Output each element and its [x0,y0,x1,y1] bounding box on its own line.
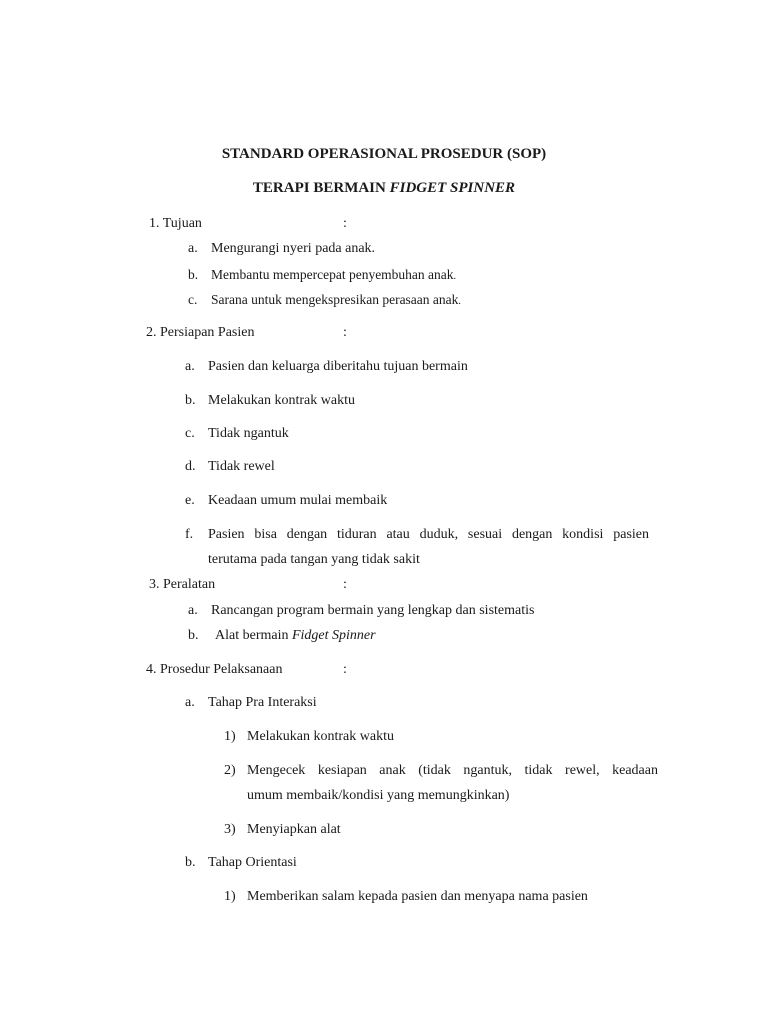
list-item: Melakukan kontrak waktu [208,393,355,408]
list-item: Tidak ngantuk [208,426,289,441]
list-marker: d. [185,459,196,474]
list-item [215,629,376,643]
section-colon: : [343,577,347,592]
list-item: Keadaan umum mulai membaik [208,493,388,508]
section-colon: : [343,216,347,231]
sublist-marker: 1) [224,889,236,904]
section-heading-prosedur: 4. Prosedur Pelaksanaan [146,662,283,677]
list-item [211,293,461,307]
section-heading-persiapan: 2. Persiapan Pasien [146,325,255,340]
document-title: STANDARD OPERASIONAL PROSEDUR (SOP) [221,146,547,162]
list-marker: a. [185,359,195,374]
list-item: Tahap Pra Interaksi [208,695,317,710]
list-item: Tidak rewel [208,459,275,474]
list-item [211,268,456,282]
section-heading-peralatan: 3. Peralatan [149,577,216,592]
sublist-marker: 3) [224,822,236,837]
list-item-italic: Fidget Spinner [291,628,376,643]
section-heading-tujuan: 1. Tujuan [149,216,202,231]
sublist-marker: 2) [224,763,236,778]
list-marker: a. [188,603,198,618]
list-item: Rancangan program bermain yang lengkap dan sistematis [211,603,535,618]
list-item: Mengurangi nyeri pada anak. [211,241,376,256]
list-item: Tahap Orientasi [208,855,297,870]
list-item-suffix: . [458,296,461,307]
document-subtitle [0,181,768,196]
sublist-item: Memberikan salam kepada pasien dan menyapa nama pasien [247,889,588,904]
list-marker: b. [188,267,199,282]
sublist-item: Menyiapkan alat [247,822,341,837]
list-marker: f. [185,527,194,542]
list-marker: c. [188,292,198,307]
sublist-item: Melakukan kontrak waktu [247,729,394,744]
list-marker: a. [185,695,195,710]
subtitle-italic: FIDGET SPINNER [389,180,516,196]
list-item-continuation: terutama pada tangan yang tidak sakit [208,552,420,567]
list-marker: a. [188,241,198,256]
sublist-marker: 1) [224,729,236,744]
list-item-text: Sarana untuk mengekspresikan perasaan anak [211,292,459,307]
list-marker: b. [188,628,199,643]
list-marker: b. [185,855,196,870]
section-colon: : [343,662,347,677]
list-marker: b. [185,393,196,408]
list-item-text: Membantu mempercepat penyembuhan anak [211,267,454,282]
subtitle-text: TERAPI BERMAIN [252,180,386,196]
section-colon: : [343,325,347,340]
list-item-suffix: . [453,271,457,282]
sublist-item: Mengecek kesiapan anak (tidak ngantuk, tidak rewel, keadaan [247,763,658,778]
list-marker: e. [185,493,195,508]
list-marker: c. [185,426,195,441]
list-item: Pasien dan keluarga diberitahu tujuan bermain [208,359,468,374]
list-item: Pasien bisa dengan tiduran atau duduk, sesuai dengan kondisi pasien [208,527,649,542]
sublist-item-continuation: umum membaik/kondisi yang memungkinkan) [247,788,510,803]
list-item-text: Alat bermain [215,628,289,643]
